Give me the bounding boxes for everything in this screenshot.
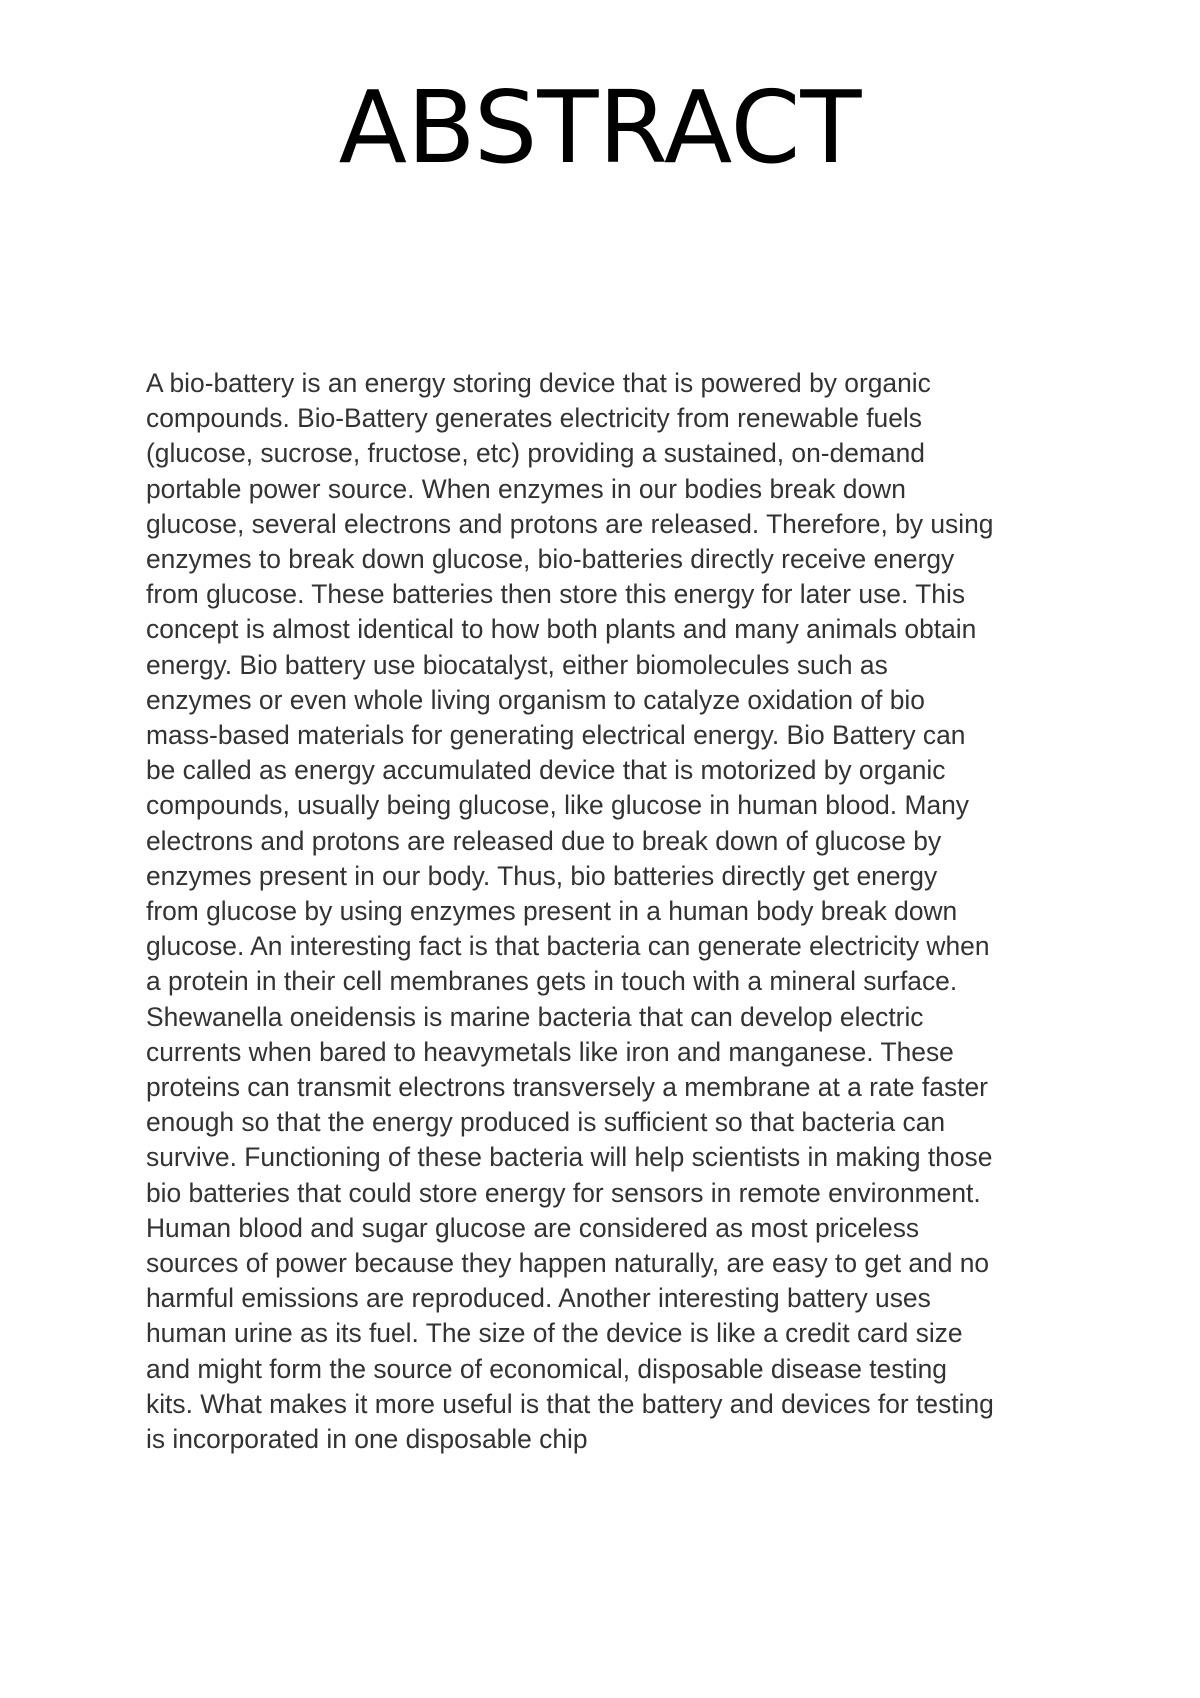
abstract-line: be called as energy accumulated device that is motorized by organic: [146, 755, 946, 786]
abstract-line: portable power source. When enzymes in our bodies break down: [146, 473, 906, 504]
abstract-line: compounds, usually being glucose, like glucose in human blood. Many: [146, 790, 970, 821]
abstract-line: is incorporated in one disposable chip: [146, 1424, 588, 1455]
abstract-line: from glucose. These batteries then store this energy for later use. This: [146, 579, 966, 610]
abstract-line: sources of power because they happen naturally, are easy to get and no: [146, 1248, 990, 1279]
abstract-line: (glucose, sucrose, fructose, etc) providing a sustained, on-demand: [146, 438, 925, 469]
abstract-line: Human blood and sugar glucose are considered as most priceless: [146, 1212, 920, 1243]
abstract-line: mass-based materials for generating electrical energy. Bio Battery can: [146, 720, 966, 751]
abstract-line: enzymes or even whole living organism to catalyze oxidation of bio: [146, 684, 925, 715]
abstract-line: human urine as its fuel. The size of the device is like a credit card size: [146, 1318, 963, 1349]
abstract-line: kits. What makes it more useful is that the battery and devices for testing: [146, 1388, 994, 1419]
abstract-line: concept is almost identical to how both plants and many animals obtain: [146, 614, 977, 645]
abstract-line: enough so that the energy produced is sufficient so that bacteria can: [146, 1107, 946, 1138]
abstract-line: compounds. Bio-Battery generates electricity from renewable fuels: [146, 403, 922, 434]
abstract-line: enzymes to break down glucose, bio-batteries directly receive energy: [146, 544, 955, 575]
abstract-line: and might form the source of economical, disposable disease testing: [146, 1353, 947, 1384]
abstract-line: proteins can transmit electrons transversely a membrane at a rate faster: [146, 1072, 988, 1103]
abstract-line: A bio-battery is an energy storing device that is powered by organic: [146, 368, 931, 398]
abstract-line: enzymes present in our body. Thus, bio batteries directly get energy: [146, 860, 938, 891]
page-title: ABSTRACT: [338, 69, 862, 186]
abstract-line: a protein in their cell membranes gets in touch with a mineral surface.: [146, 966, 958, 997]
abstract-line: energy. Bio battery use biocatalyst, either biomolecules such as: [146, 649, 888, 680]
abstract-paragraph: [146, 366, 1086, 1457]
abstract-line: bio batteries that could store energy for sensors in remote environment.: [146, 1177, 981, 1208]
abstract-line: Shewanella oneidensis is marine bacteria that can develop electric: [146, 1001, 924, 1032]
abstract-line: survive. Functioning of these bacteria will help scientists in making those: [146, 1142, 993, 1173]
abstract-line: electrons and protons are released due to break down of glucose by: [146, 825, 942, 856]
abstract-line: harmful emissions are reproduced. Another interesting battery uses: [146, 1283, 931, 1314]
abstract-line: glucose. An interesting fact is that bacteria can generate electricity when: [146, 931, 990, 962]
abstract-line: currents when bared to heavymetals like iron and manganese. These: [146, 1036, 954, 1067]
abstract-line: glucose, several electrons and protons are released. Therefore, by using: [146, 508, 994, 539]
abstract-line: from glucose by using enzymes present in a human body break down: [146, 896, 958, 927]
